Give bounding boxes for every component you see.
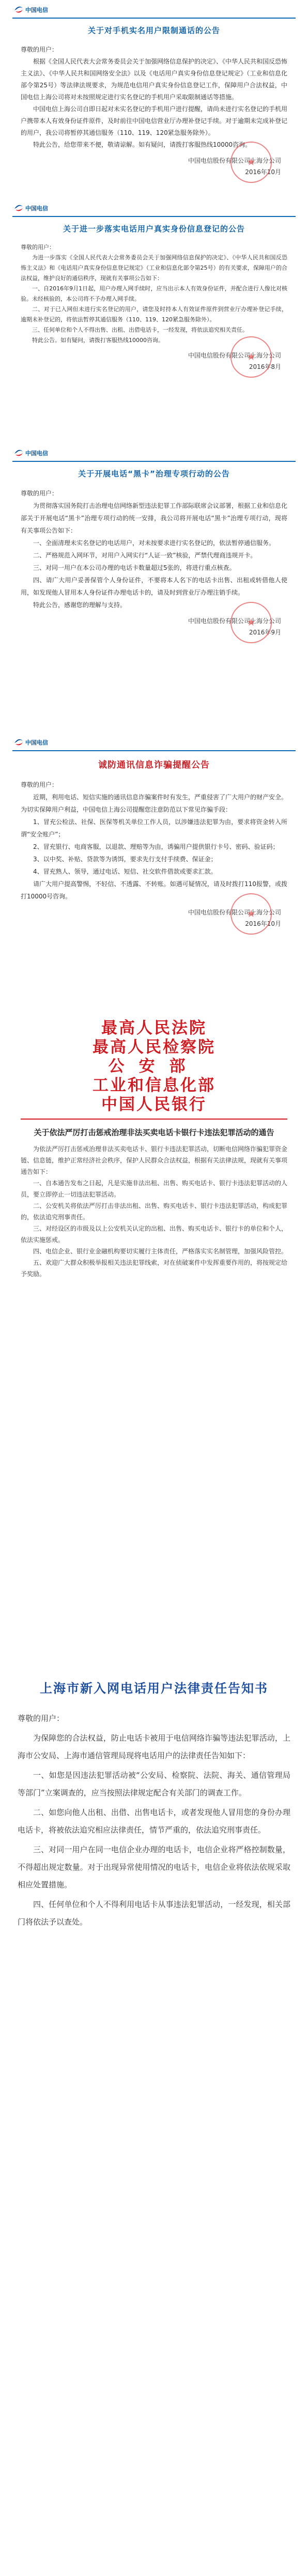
shanghai-notice-paragraph: 为保障您的合法权益，防止电话卡被用于电信网络诈骗等违法犯罪活动，上海市公安局、上海市通信管理局现将电话用户的法律责任告知如下： xyxy=(18,1733,290,1760)
joint-notice-paragraph: 五、欢迎广大群众积极举报相关违法犯罪线索，对在侦破案件中发挥重要作用的，将按规定给予奖励。 xyxy=(21,1259,288,1278)
notice-paragraph: 二、对于已入网但未进行实名登记的用户，请您及时持本人有效证件原件到营业厅办理补登记手续，逾期未补登记的，将依法暂停其通信服务（110、119、120紧急服务除外）。 xyxy=(21,306,287,323)
notice-paragraph: 三、任何单位和个人不得出售、出租、出借电话卡，一经发现，将依法追究相关责任。 xyxy=(32,327,248,333)
shanghai-notice-paragraph: 二、如您向他人出租、出借、出售电话卡，或者发现他人冒用您的身份办理电话卡，将被依法追究相应法律责任，情节严重的，依法追究刑事责任。 xyxy=(18,1808,290,1835)
notice-paragraph: 为进一步落实《全国人民代表大会常务委员会关于加强网络信息保护的决定》、《中华人民共和国反恐怖主义法》和《电话用户真实身份信息登记规定》（工业和信息化部令第25号）的有关要求，保障用户的合法权益，维护良好的通信秩序，现就有关事项公告如下： xyxy=(21,254,287,282)
company-seal xyxy=(230,336,272,378)
brand-name: 中国电信 xyxy=(25,739,48,746)
company-seal xyxy=(230,142,272,183)
brand-name: 中国电信 xyxy=(25,7,48,13)
joint-government-notice xyxy=(0,1006,308,1656)
notice-paragraph: 一、全面清理未实名登记的电话用户，对未按要求进行实名登记的，依法暂停通信服务。 xyxy=(33,539,275,547)
red-divider xyxy=(21,1119,287,1120)
header-divider xyxy=(12,461,296,462)
company-seal xyxy=(230,893,272,935)
joint-notice-title: 关于依法严厉打击惩戒治理非法买卖电话卡银行卡违法犯罪活动的通告 xyxy=(34,1128,274,1137)
agency-name: 最高人民法院 xyxy=(101,1019,207,1037)
shanghai-notice-body xyxy=(18,1710,290,1931)
notice-header xyxy=(0,733,308,754)
signature-company: 中国电信股份有限公司上海分公司 xyxy=(188,352,281,359)
joint-notice-paragraph: 四、电信企业、银行业金融机构要切实履行主体责任，严格落实实名制管理，加强风险管控。 xyxy=(33,1248,288,1255)
header-divider xyxy=(12,18,296,19)
signature-date: 2016年9月 xyxy=(249,629,281,636)
notice-4 xyxy=(0,733,308,1006)
notice-list-item: 1、冒充公检法、社保、医保等机关单位工作人员，以涉嫌违法犯罪为由，要求将资金转入所谓“安全账户”； xyxy=(21,818,287,838)
telecom-swirl-icon xyxy=(13,204,24,213)
agency-name: 工业和信息化部 xyxy=(93,1076,215,1095)
notice-body xyxy=(0,242,308,346)
notice-signature xyxy=(0,907,308,929)
notice-greeting: 尊敬的用户： xyxy=(21,781,58,788)
notice-paragraph: 四、请广大用户妥善保管个人身份证件，不要将本人名下的电话卡出售、出租或转借他人使用，如发现他人冒用本人身份证件办理电话卡的，请及时到营业厅办理注销手续。 xyxy=(21,577,287,596)
notice-body xyxy=(0,487,308,611)
signature-company: 中国电信股份有限公司上海分公司 xyxy=(188,617,281,625)
notice-body xyxy=(0,44,308,151)
issuing-agencies xyxy=(21,1019,287,1114)
notice-header xyxy=(0,0,308,22)
notice-list-item: 3、以中奖、补贴、贷款等为诱饵，要求先行支付手续费、保证金； xyxy=(33,856,217,863)
header-divider xyxy=(12,750,296,751)
notice-paragraph: 为贯彻落实国务院打击治理电信网络新型违法犯罪工作部际联席会议部署，根据工业和信息化部关于开展电话“黑卡”治理专项行动的统一安排，我公司将开展电话“黑卡”治理专项行动，现将有关事项公告如下： xyxy=(21,502,288,534)
shanghai-notice-paragraph: 一、如您是因违法犯罪活动被“公安局、检察院、法院、海关、通信管理局等部门”立案调查的，应当按照法律规定配合有关部门的调查工作。 xyxy=(18,1771,290,1797)
notice-signature xyxy=(0,615,308,638)
telecom-swirl-icon xyxy=(13,5,24,14)
agency-name: 最高人民检察院 xyxy=(93,1038,215,1057)
agency-name: 中国人民银行 xyxy=(101,1095,207,1114)
notice-paragraph: 请广大用户提高警惕，不轻信、不透露、不转账。如遇可疑情况，请及时拨打110报警，或拨打10000号咨询。 xyxy=(21,880,287,900)
china-telecom-logo xyxy=(13,448,48,458)
joint-notice-paragraph: 二、公安机关将依法严厉打击非法出租、出售、购买电话卡、银行卡违法犯罪活动，构成犯罪的，依法追究刑事责任。 xyxy=(21,1202,288,1221)
notice-header xyxy=(0,198,308,220)
notice-paragraph: 特此公告，感谢您的理解与支持。 xyxy=(33,601,127,609)
notice-paragraph: 二、严格规范入网环节，对用户入网实行“人证一致”核验，严禁代理商违规开卡。 xyxy=(33,552,257,559)
notice-title: 关于开展电话“黑卡”治理专项行动的公告 xyxy=(78,469,230,478)
notice-paragraph: 近期，利用电话、短信实施的通讯信息诈骗案件时有发生，严重侵害了广大用户的财产安全。为切实保障用户利益，中国电信上海公司提醒您注意防范以下常见诈骗手段： xyxy=(21,794,288,813)
joint-notice-paragraph: 一、自本通告发布之日起，凡是实施非法出租、出售、购买电话卡、银行卡违法犯罪活动的人员，要立即停止一切违法犯罪活动。 xyxy=(21,1180,288,1198)
telecom-swirl-icon xyxy=(13,448,24,458)
brand-name: 中国电信 xyxy=(25,205,48,212)
company-seal xyxy=(230,602,272,643)
joint-notice-paragraph: 三、对经设区的市级及以上公安机关认定的出租、出售、购买电话卡、银行卡的单位和个人，依法实施惩戒。 xyxy=(21,1225,288,1244)
notice-paragraph: 特此公告。如有疑问，请拨打客服热线10000咨询。 xyxy=(32,337,164,344)
notice-paragraph: 根据《全国人民代表大会常务委员会关于加强网络信息保护的决定》、《中华人民共和国反恐怖主义法》、《中华人民共和国网络安全法》以及《电话用户真实身份信息登记规定》（工业和信息化部令第25号）等法律法规要求，为规范电信用户真实身份信息登记工作，保障用户合法权益，中国电信上海公司将对未按照规定进行实名登记的手机用户采取限制通话等措施。 xyxy=(21,58,288,101)
china-telecom-logo xyxy=(13,5,48,14)
shanghai-notice-paragraph: 四、任何单位和个人不得利用电话卡从事违法犯罪活动，一经发现，相关部门将依法予以查处。 xyxy=(18,1900,290,1927)
notice-signature xyxy=(0,155,308,178)
signature-date: 2016年10月 xyxy=(245,168,281,176)
joint-notice-paragraph: 为依法严厉打击惩戒治理非法买卖电话卡、银行卡违法犯罪活动，切断电信网络诈骗犯罪资金链、信息链，维护正常经济社会秩序，保护人民群众合法权益，根据有关法律法规，现就有关事项通告如下： xyxy=(21,1145,288,1175)
notice-greeting: 尊敬的用户： xyxy=(21,244,55,251)
notice-1 xyxy=(0,0,308,198)
notice-signature xyxy=(0,350,308,373)
telecom-swirl-icon xyxy=(13,738,24,747)
header-divider xyxy=(12,216,296,217)
china-telecom-logo xyxy=(13,204,48,213)
notice-list-item: 2、冒充银行、电商客服，以退款、理赔等为由，诱骗用户提供银行卡号、密码、验证码； xyxy=(33,843,279,850)
notice-body xyxy=(0,779,308,903)
agency-name: 公安部 xyxy=(108,1057,200,1076)
signature-date: 2016年10月 xyxy=(245,920,281,927)
signature-company: 中国电信股份有限公司上海分公司 xyxy=(188,157,281,164)
notice-2 xyxy=(0,198,308,443)
notice-title: 关于对手机实名用户限制通话的公告 xyxy=(87,26,220,35)
notice-paragraph: 中国电信上海公司自即日起对未实名登记的手机用户进行提醒，请尚未进行实名登记的手机用户携带本人有效身份证件原件，及时前往中国电信营业厅办理补登记手续。对于逾期未完成补登记的用户，我公司将暂停其通信服务（110、119、120紧急服务除外）。 xyxy=(21,105,288,136)
notice-greeting: 尊敬的用户： xyxy=(21,46,58,53)
brand-name: 中国电信 xyxy=(25,450,48,457)
notice-header xyxy=(0,443,308,465)
notice-paragraph: 特此公告，给您带来不便，敬请谅解。如有疑问，请拨打客服热线10000咨询。 xyxy=(33,141,252,148)
shanghai-notice-paragraph: 三、对同一用户在同一电信企业办理的电话卡，电信企业将严格控制数量，不得超出规定数量。对于出现异常使用情况的电话卡，电信企业将依法依规采取相应处置措施。 xyxy=(18,1845,290,1889)
signature-company: 中国电信股份有限公司上海分公司 xyxy=(188,909,281,916)
notice-paragraph: 一、自2016年9月1日起，用户办理入网手续时，应当出示本人有效身份证件，并配合进行人像比对核验。未经核验的，本公司将不予办理入网手续。 xyxy=(21,285,287,302)
shanghai-notice-title: 上海市新入网电话用户法律责任告知书 xyxy=(40,1681,268,1696)
notice-3 xyxy=(0,443,308,733)
shanghai-notice-greeting: 尊敬的用户： xyxy=(18,1714,65,1723)
notice-paragraph: 三、对同一用户在本公司办理的电话卡数量超过5张的，将进行重点核查。 xyxy=(33,564,236,571)
notice-title: 诚防通讯信息诈骗提醒公告 xyxy=(98,760,210,770)
signature-date: 2016年8月 xyxy=(249,363,281,370)
notice-greeting: 尊敬的用户： xyxy=(21,490,58,497)
notice-title: 关于进一步落实电话用户真实身份信息登记的公告 xyxy=(63,224,245,234)
joint-notice-body xyxy=(21,1143,287,1280)
china-telecom-logo xyxy=(13,738,48,747)
shanghai-legal-notice xyxy=(0,1656,308,1964)
notice-list-item: 4、冒充熟人、领导，通过电话、短信、社交软件借款或要求汇款。 xyxy=(33,868,217,875)
